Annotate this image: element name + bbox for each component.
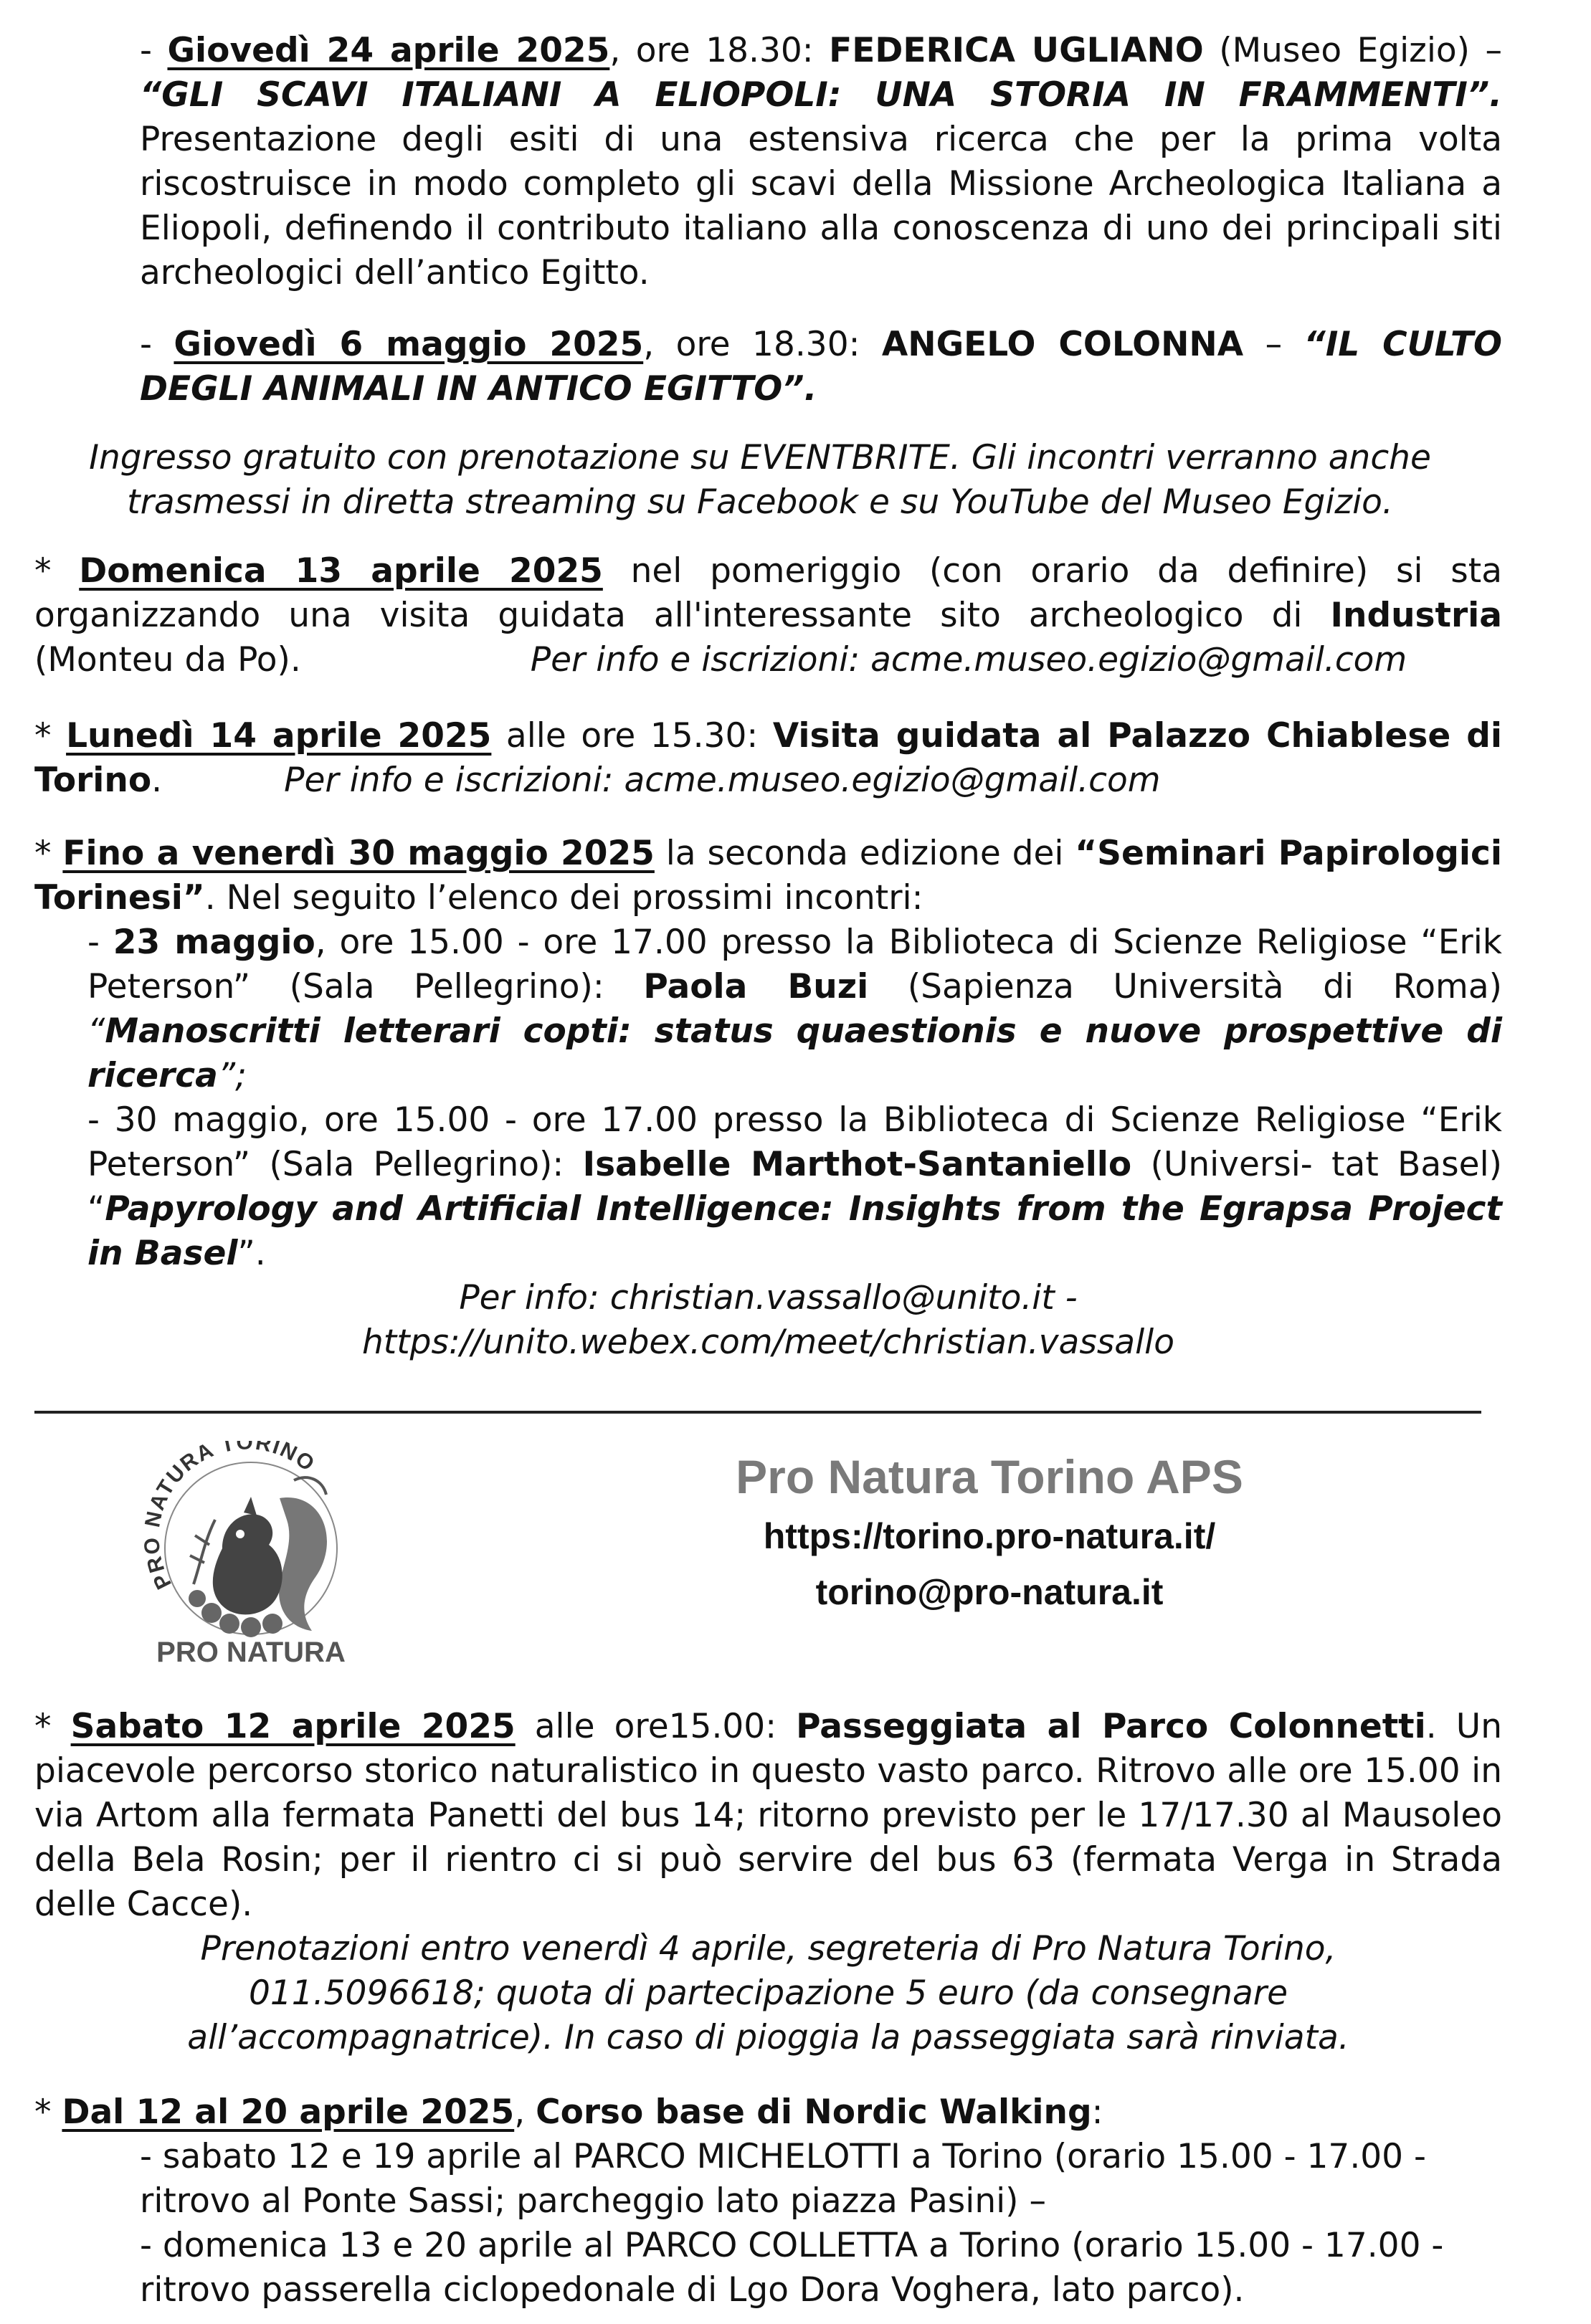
seminar-title: Manoscritti letterari copti: status quaestionis e nuove prospettive di ricerca [87,1011,1502,1095]
event-date: Sabato 12 aprile 2025 [70,1707,516,1746]
speaker-name: ANGELO COLONNA [881,325,1244,364]
event-description: Presentazione degli esiti di una estensiva ricerca che per la prima volta riscostruisce in modo completo gli scavi della Missione Archeologica Italiana a Eliopoli, definendo il contributo italiano alla conoscenza di uno dei principali siti archeologici dell’antico Egitto. [140,120,1502,292]
seminar-item-marthot: - 30 maggio, ore 15.00 - ore 17.00 presso la Biblioteca di Scienze Religiose “Erik Peterson” (Sala Pellegrino): Isabelle Marthot-Santaniello (Universi- tat Basel) “Papyrology and Artificial Intelligence: Insights from the Egrapsa Project in Basel”. [87,1100,1502,1273]
speaker-name: Isabelle Marthot-Santaniello [582,1145,1132,1184]
event-chiablese: * Lunedì 14 aprile 2025 alle ore 15.30: Visita guidata al Palazzo Chiablese di Torino. Per info e iscrizioni: acme.museo.egizio@gmail.com [34,716,1502,800]
seminar-title: Papyrology and Artificial Intelligence: Insights from the Egrapsa Project in Basel [87,1189,1502,1273]
event-nordic: * Dal 12 al 20 aprile 2025, Corso base di Nordic Walking: [34,2092,1103,2132]
event-date: Giovedì 24 aprile 2025 [167,31,610,70]
event-date: Domenica 13 aprile 2025 [79,551,603,591]
event-title: “GLI SCAVI ITALIANI A ELIOPOLI: UNA STORIA IN FRAMMENTI”. [140,75,1502,115]
website-link[interactable]: https://torino.pro-natura.it/ [763,1516,1216,1556]
event-title: “IL CULTO DEGLI ANIMALI IN ANTICO EGITTO”. [140,325,1502,409]
event-title: Corso base di Nordic Walking [536,2092,1092,2132]
section-divider [34,1411,1481,1414]
event-date: Giovedì 6 maggio 2025 [174,325,644,364]
colonnetti-booking: Prenotazioni entro venerdì 4 aprile, segreteria di Pro Natura Torino, 011.5096618; quota di partecipazione 5 euro (da consegnare all’accompagnatrice). In caso di pioggia la passeggiata sarà rinviata. [187,1929,1349,2057]
speaker-name: Paola Buzi [643,967,869,1006]
nordic-item-michelotti: - sabato 12 e 19 aprile al PARCO MICHELOTTI a Torino (orario 15.00 - 17.00 - ritrovo al Ponte Sassi; parcheggio lato piazza Pasini) – [140,2137,1426,2221]
event-seminari: * Fino a venerdì 30 maggio 2025 la seconda edizione dei “Seminari Papirologici Torinesi”. Nel seguito l’elenco dei prossimi incontri: [34,834,1502,918]
seminari-info: Per info: christian.vassallo@unito.it - https://unito.webex.com/meet/christian.vassallo [362,1278,1174,1362]
event-date: Fino a venerdì 30 maggio 2025 [62,834,655,873]
event-title: “Seminari Papirologici Torinesi” [34,834,1502,918]
streaming-note: Ingresso gratuito con prenotazione su EVENTBRITE. Gli incontri verranno anche trasmessi in diretta streaming su Facebook e su YouTube del Museo Egizio. [89,438,1431,522]
info-contact: Per info e iscrizioni: acme.museo.egizio@gmail.com [530,640,1407,680]
place-name: Industria [1330,596,1502,635]
event-title: Visita guidata al Palazzo Chiablese di Torino [34,716,1502,800]
logo-arc-text: PR ATURA TORINO [143,1441,320,1594]
event-date: Lunedì 14 aprile 2025 [66,716,492,756]
logo-caption: PRO NATURA [156,1637,346,1668]
info-contact: Per info e iscrizioni: acme.museo.egizio@gmail.com [284,761,1161,800]
event-date: Dal 12 al 20 aprile 2025 [62,2092,515,2132]
organization-name: Pro Natura Torino APS [736,1450,1243,1503]
event-colonnetti: * Sabato 12 aprile 2025 alle ore15.00: Passeggiata al Parco Colonnetti. Un piacevole percorso storico naturalistico in questo vasto parco. Ritrovo alle ore 15.00 in via Artom alla fermata Panetti del bus 14; ritorno previsto per le 17/17.30 al Mausoleo della Bela Rosin; per il rientro ci si può servire del bus 63 (fermata Verga in Strada delle Cacce). [34,1707,1502,1924]
pro-natura-logo [143,1441,373,1677]
event-ugliano: - Giovedì 24 aprile 2025, ore 18.30: FEDERICA UGLIANO (Museo Egizio) – “GLI SCAVI ITALIANI A ELIOPOLI: UNA STORIA IN FRAMMENTI”. Presentazione degli esiti di una estensiva ricerca che per la prima volta riscostruisce in modo completo gli scavi della Missione Archeologica Italiana a Eliopoli, definendo il contributo italiano alla conoscenza di uno dei principali siti archeologici dell’antico Egitto. [140,31,1503,292]
event-colonna: - Giovedì 6 maggio 2025, ore 18.30: ANGELO COLONNA – “IL CULTO DEGLI ANIMALI IN ANTICO EGITTO”. [140,325,1502,409]
seminar-item-buzi: - 23 maggio, ore 15.00 - ore 17.00 presso la Biblioteca di Scienze Religiose “Erik Peterson” (Sala Pellegrino): Paola Buzi (Sapienza Università di Roma) “Manoscritti letterari copti: status quaestionis e nuove prospettive di ricerca”; [87,923,1502,1095]
email-link[interactable]: torino@pro-natura.it [815,1572,1164,1612]
seminar-date: 23 maggio [113,923,315,962]
speaker-name: FEDERICA UGLIANO [829,31,1204,70]
nordic-item-colletta: - domenica 13 e 20 aprile al PARCO COLLETTA a Torino (orario 15.00 - 17.00 -ritrovo passerella ciclopedonale di Lgo Dora Voghera, lato parco). [140,2226,1444,2310]
event-title: Passeggiata al Parco Colonnetti [796,1707,1426,1746]
event-industria: * Domenica 13 aprile 2025 nel pomeriggio (con orario da definire) si sta organizzando una visita guidata all'interessante sito archeologico di Industria (Monteu da Po). Per info e iscrizioni: acme.museo.egizio@gmail.com [34,551,1502,680]
